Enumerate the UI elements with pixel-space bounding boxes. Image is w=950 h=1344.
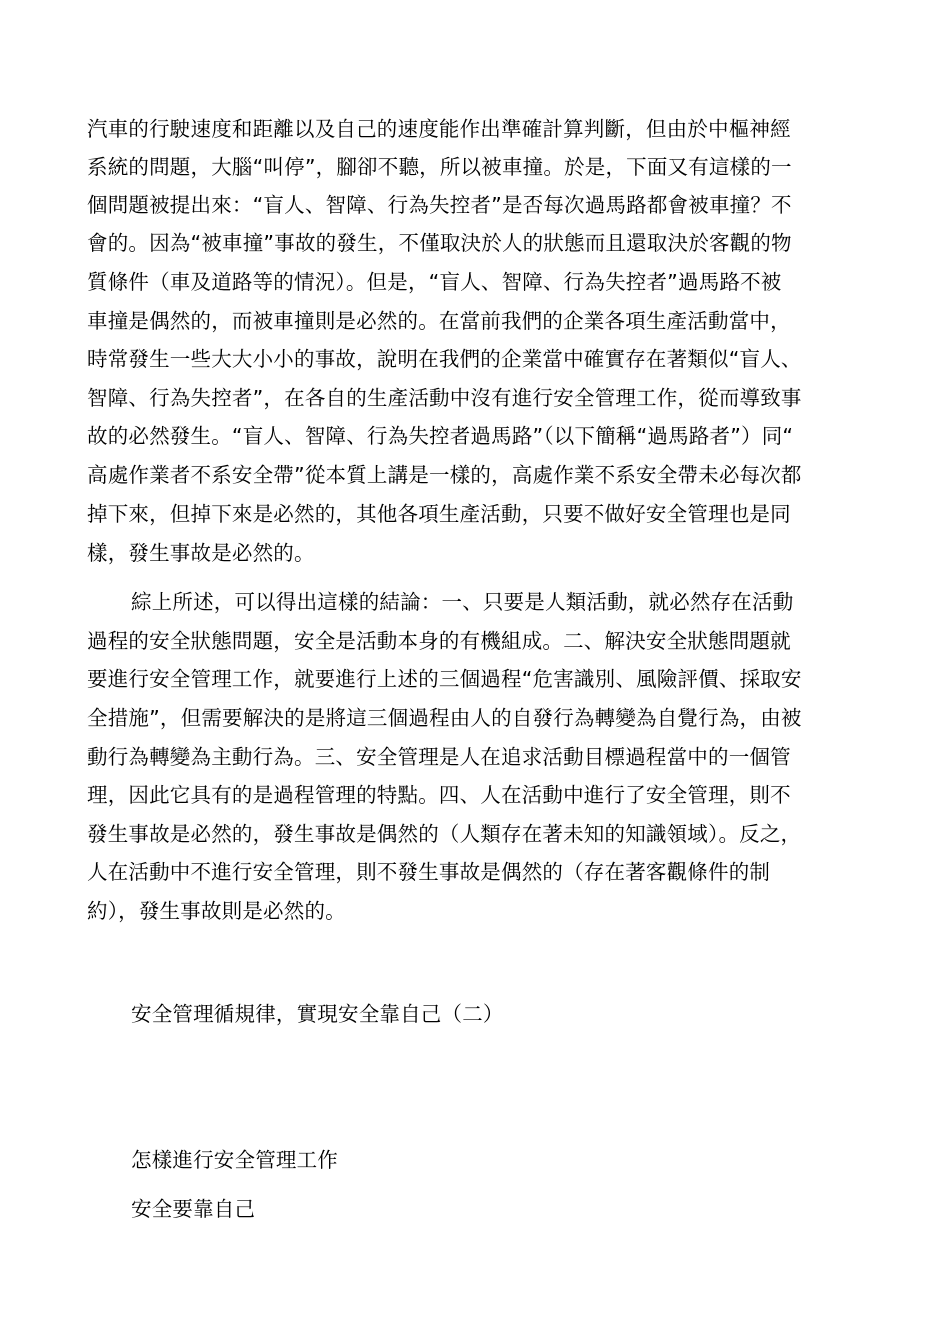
text-line: 故的必然發生。“盲人、智障、行為失控者過馬路”（以下簡稱“過馬路者”）同“ bbox=[87, 424, 794, 448]
text-line: 時常發生一些大大小小的事故，說明在我們的企業當中確實存在著類似“盲人、 bbox=[87, 347, 802, 371]
text-line: 全措施”，但需要解決的是將這三個過程由人的自發行為轉變為自覺行為，由被 bbox=[87, 706, 802, 730]
text-line: 約），發生事故則是必然的。 bbox=[87, 899, 346, 923]
text-line: 質條件（車及道路等的情況）。但是，“盲人、智障、行為失控者”過馬路不被 bbox=[87, 270, 782, 294]
text-line: 智障、行為失控者”，在各自的生產活動中沒有進行安全管理工作，從而導致事 bbox=[87, 386, 802, 410]
text-line: 動行為轉變為主動行為。三、安全管理是人在追求活動目標過程當中的一個管 bbox=[87, 745, 791, 769]
text-line: 車撞是偶然的，而被車撞則是必然的。在當前我們的企業各項生產活動當中， bbox=[87, 309, 791, 333]
text-line: 人在活動中不進行安全管理，則不發生事故是偶然的（存在著客觀條件的制 bbox=[87, 860, 771, 884]
text-line: 掉下來，但掉下來是必然的，其他各項生產活動，只要不做好安全管理也是同 bbox=[87, 502, 791, 526]
text-line: 汽車的行駛速度和距離以及自己的速度能作出準確計算判斷，但由於中樞神經 bbox=[87, 117, 791, 141]
text-line: 個問題被提出來：“盲人、智障、行為失控者”是否每次過馬路都會被車撞？不 bbox=[87, 193, 792, 217]
section-title: 安全管理循規律，實現安全靠自己（二） bbox=[131, 1002, 504, 1026]
text-line: 理，因此它具有的是過程管理的特點。四、人在活動中進行了安全管理，則不 bbox=[87, 783, 791, 807]
text-line: 過程的安全狀態問題，安全是活動本身的有機組成。二、解決安全狀態問題就 bbox=[87, 629, 791, 653]
text-line: 綜上所述，可以得出這樣的結論：一、只要是人類活動，就必然存在活動 bbox=[131, 590, 794, 614]
subheading-rely-on-self: 安全要靠自己 bbox=[131, 1197, 256, 1221]
text-line: 會的。因為“被車撞”事故的發生，不僅取決於人的狀態而且還取決於客觀的物 bbox=[87, 231, 792, 255]
text-line: 高處作業者不系安全帶”從本質上講是一樣的，高處作業不系安全帶未必每次都 bbox=[87, 463, 802, 487]
text-line: 要進行安全管理工作，就要進行上述的三個過程“危害識別、風險評價、採取安 bbox=[87, 667, 802, 691]
subheading-how-to: 怎樣進行安全管理工作 bbox=[131, 1148, 338, 1172]
text-line: 系統的問題，大腦“叫停”，腳卻不聽，所以被車撞。於是，下面又有這樣的一 bbox=[87, 155, 792, 179]
text-line: 樣，發生事故是必然的。 bbox=[87, 541, 315, 565]
text-line: 發生事故是必然的，發生事故是偶然的（人類存在著未知的知識領域）。反之， bbox=[87, 822, 802, 846]
